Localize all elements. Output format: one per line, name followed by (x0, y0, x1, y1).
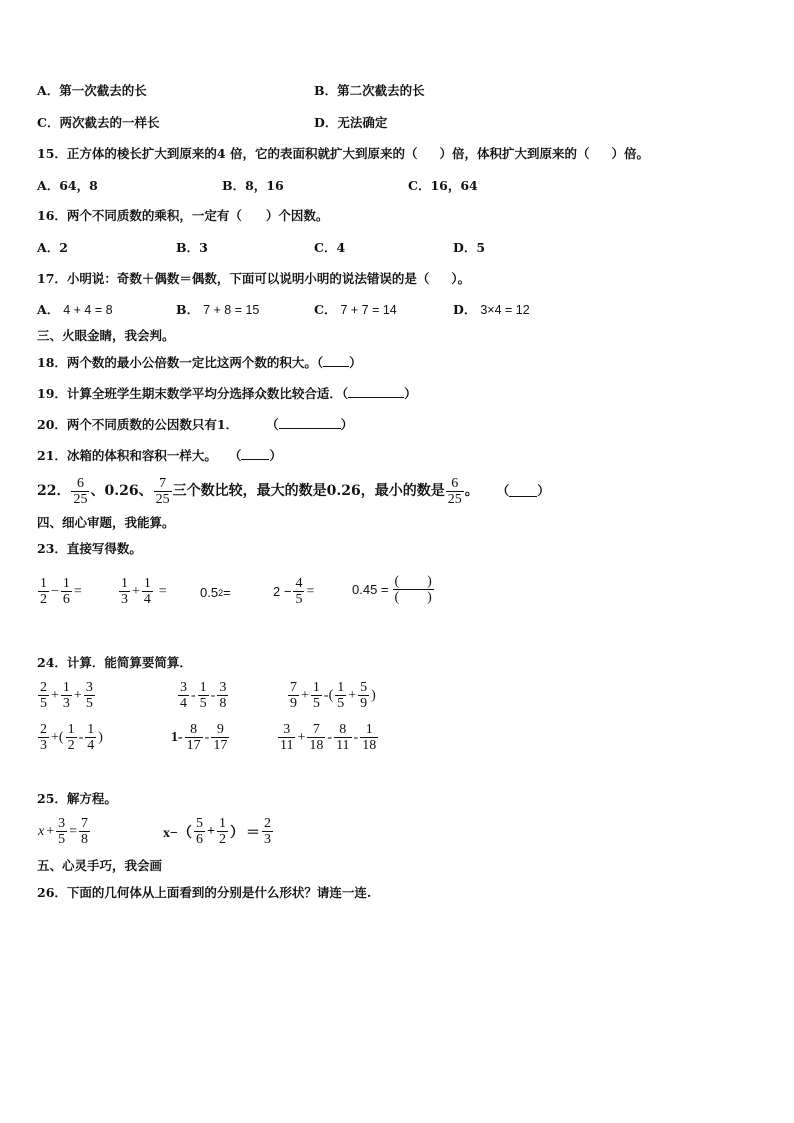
fraction: 3 11 (280, 722, 294, 753)
q18-question: 18．两个数的最小公倍数一定比这两个数的积大。（ ） (37, 355, 362, 370)
q23-expression-1: 1 2 − $\frac{1}{6}$ = (40, 576, 82, 607)
q17-option-d[interactable]: D． 3×4 = 12 (453, 302, 530, 317)
fraction: $\frac{1}{3}$ (62, 680, 70, 711)
section-5-title: 五、心灵手巧，我会画 (37, 858, 163, 873)
q17-option-c[interactable]: C． 7 + 7 = 14 (314, 302, 397, 317)
q17-option-a[interactable]: A． 4 + 4 = 8 (37, 302, 113, 317)
q17-question: 17．小明说：奇数＋偶数＝偶数，下面可以说明小明的说法错误的是（ ）。 (37, 271, 471, 286)
answer-numerator-blank[interactable]: ( ) (394, 574, 432, 589)
q25-equation-2: x−（ 5 6 + $\frac{1}{2}$ ） ＝ 2 3 (163, 816, 271, 847)
q21-answer-blank[interactable] (241, 448, 269, 460)
q25-equation-1: x + $\frac{3}{5}$ = $\frac{7}{8}$ (38, 816, 89, 847)
q19-answer-blank[interactable] (348, 386, 404, 398)
q23-expression-2: 1 3 + $\frac{1}{4}$ = (121, 576, 167, 607)
q18-answer-blank[interactable] (323, 355, 349, 367)
q16-option-d[interactable]: D．5 (453, 240, 486, 255)
fraction: 3 4 (180, 680, 187, 711)
fraction: 1 5 (199, 680, 207, 711)
q16-question: 16．两个不同质数的乘积，一定有（ ）个因数。 (37, 208, 329, 223)
fraction: 6 25 (73, 475, 88, 507)
q24-expression: 2 3 +( 1 2 - 1 4 ) (40, 722, 103, 753)
fraction: 2 5 (40, 680, 47, 711)
q23-title: 23．直接写得数。 (37, 541, 142, 556)
q14-option-d[interactable]: D．无法确定 (314, 115, 388, 130)
q21-question: 21．冰箱的体积和容积一样大。 （ ） (37, 448, 282, 463)
fraction: $\frac{5}{9}$ (360, 680, 368, 711)
fraction: 1 18 (362, 722, 377, 753)
q22-answer-blank[interactable] (509, 485, 537, 497)
q23-expression-3: 0.5 2 = (200, 585, 231, 600)
fraction: 8 11 (336, 722, 350, 753)
q24-expression: 3 4 - 1 5 - 3 8 (180, 680, 227, 711)
q24-expression: 1- 8 17 - 9 17 (171, 722, 228, 753)
fraction: 1 2 (67, 722, 75, 753)
fraction: 1 5 (337, 680, 345, 711)
fraction: $\frac{3}{5}$ (85, 680, 93, 711)
fraction: $\frac{1}{5}$ (312, 680, 320, 711)
fraction: 6 25 (447, 475, 462, 507)
q24-expression: 3 11 + $\frac{7}{18}$ - 8 11 - 1 18 (280, 722, 377, 753)
q24-expression: 2 5 + $\frac{1}{3}$ + $\frac{3}{5}$ (40, 680, 93, 711)
q16-option-b[interactable]: B．3 (176, 240, 208, 255)
q26-question: 26．下面的几何体从上面看到的分别是什么形状？请连一连. (37, 885, 372, 900)
fraction: 3 8 (219, 680, 227, 711)
fraction: 2 3 (40, 722, 47, 753)
q25-title: 25．解方程。 (37, 791, 117, 806)
q17-option-b[interactable]: B． 7 + 8 = 15 (176, 302, 260, 317)
fraction: 7 9 (290, 680, 297, 711)
q15-option-c[interactable]: C．16，64 (408, 178, 478, 193)
section-3-title: 三、火眼金睛，我会判。 (37, 328, 175, 343)
fraction: 7 25 (155, 475, 170, 507)
q14-option-c[interactable]: C．两次截去的一样长 (37, 115, 160, 130)
q16-option-c[interactable]: C．4 (314, 240, 346, 255)
q14-option-a[interactable]: A．第一次截去的长 (37, 83, 147, 98)
fraction: 8 17 (186, 722, 201, 753)
q16-option-a[interactable]: A．2 (37, 240, 68, 255)
q20-answer-blank[interactable] (279, 417, 341, 429)
q15-option-a[interactable]: A．64，8 (37, 178, 98, 193)
q24-title: 24．计算．能简算要简算． (37, 655, 192, 670)
fraction: $\frac{7}{18}$ (309, 722, 324, 753)
fraction: 1 4 (87, 722, 95, 753)
q15-option-b[interactable]: B．8，16 (222, 178, 284, 193)
q22-question: 22． 6 25 、0.26、 7 25 三个数比较，最大的数是0.26，最小的数是 6 25 。 （ ） (37, 475, 550, 507)
fraction: 9 17 (213, 722, 228, 753)
q23-expression-5: 0.45 = ( ) ( ) (352, 574, 432, 605)
answer-denominator-blank[interactable]: ( ) (394, 590, 432, 605)
q14-option-b[interactable]: B．第二次截去的长 (314, 83, 425, 98)
q23-expression-4: 2 − $\frac{4}{5}$ = (273, 576, 315, 607)
q20-question: 20．两个不同质数的公因数只有1． （ ） (37, 417, 354, 432)
section-4-title: 四、细心审题，我能算。 (37, 515, 175, 530)
q24-expression: 7 9 + $\frac{1}{5}$ -( 1 5 + $\frac{5}{9}$ ) (290, 680, 376, 711)
q15-question: 15．正方体的棱长扩大到原来的4 倍，它的表面积就扩大到原来的（ ）倍，体积扩大到原来的（ ）倍。 (37, 146, 649, 161)
q19-question: 19．计算全班学生期末数学平均分选择众数比较合适．（ ） (37, 386, 417, 401)
